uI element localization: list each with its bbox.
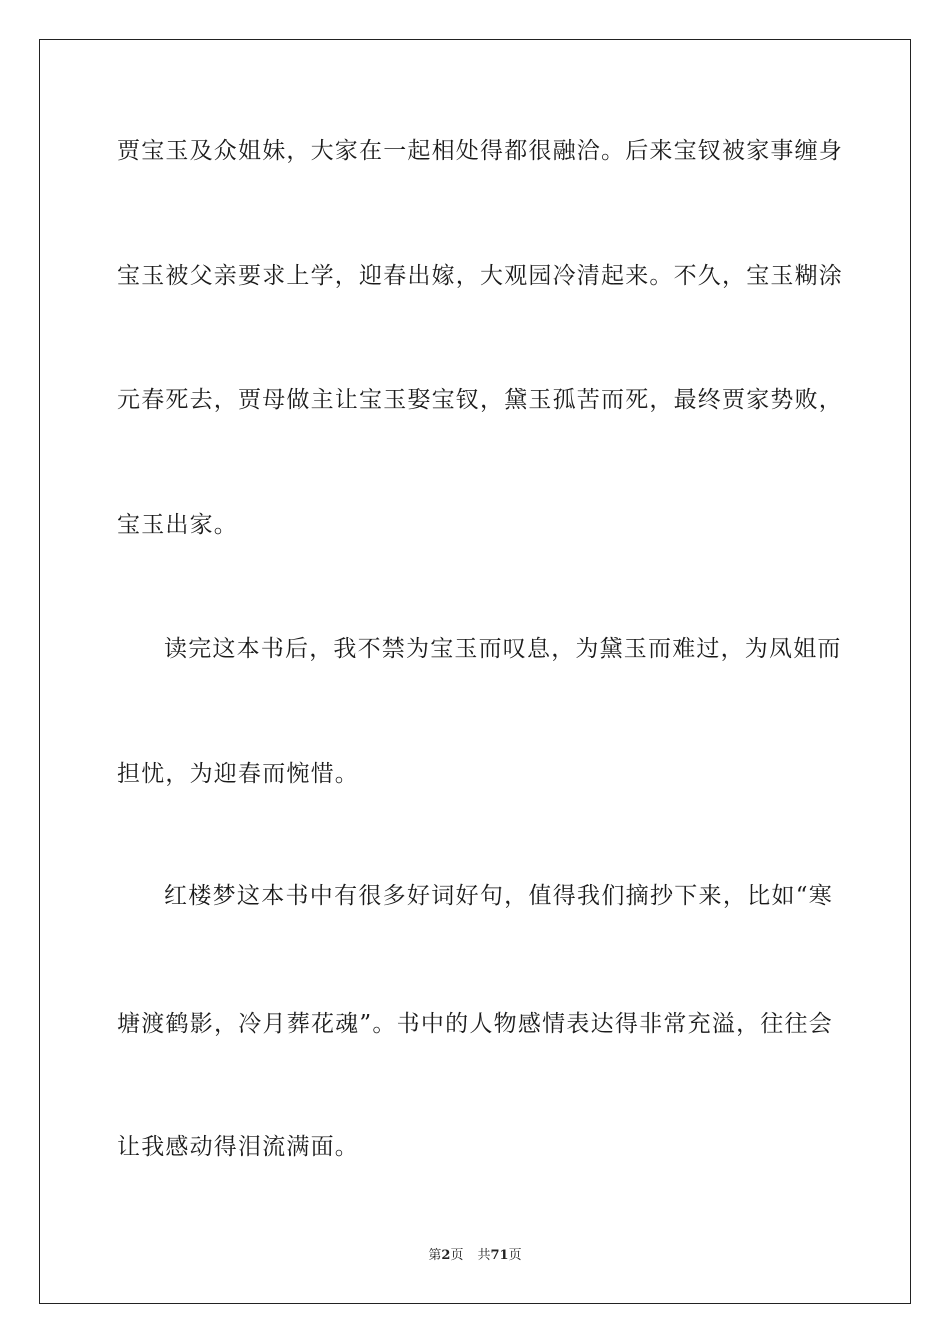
text-line-5: 读完这本书后，我不禁为宝玉而叹息，为黛玉而难过，为凤姐而 (164, 636, 842, 662)
text-line-1: 贾宝玉及众姐妹，大家在一起相处得都很融洽。后来宝钗被家事缠身 (117, 138, 843, 164)
page-prefix: 第 (428, 1248, 442, 1263)
text-line-9: 让我感动得泪流满面。 (117, 1134, 359, 1160)
page-border (39, 39, 911, 1304)
total-pages: 71 (490, 1248, 509, 1263)
text-line-7: 红楼梦这本书中有很多好词好句，值得我们摘抄下来，比如“寒 (164, 883, 833, 909)
total-suffix: 页 (508, 1248, 522, 1263)
text-line-4: 宝玉出家。 (117, 512, 238, 538)
page-suffix: 页 (450, 1248, 464, 1263)
total-prefix: 共 (477, 1248, 491, 1263)
text-line-8: 塘渡鹤影，冷月葬花魂”。书中的人物感情表达得非常充溢，往往会 (117, 1011, 833, 1037)
page-number: 2 (441, 1248, 451, 1263)
text-line-2: 宝玉被父亲要求上学，迎春出嫁，大观园冷清起来。不久，宝玉糊涂 (117, 263, 843, 289)
text-line-3: 元春死去，贾母做主让宝玉娶宝钗，黛玉孤苦而死，最终贾家势败， (117, 387, 843, 413)
text-line-6: 担忧，为迎春而惋惜。 (117, 761, 359, 787)
page-footer (0, 1247, 950, 1265)
